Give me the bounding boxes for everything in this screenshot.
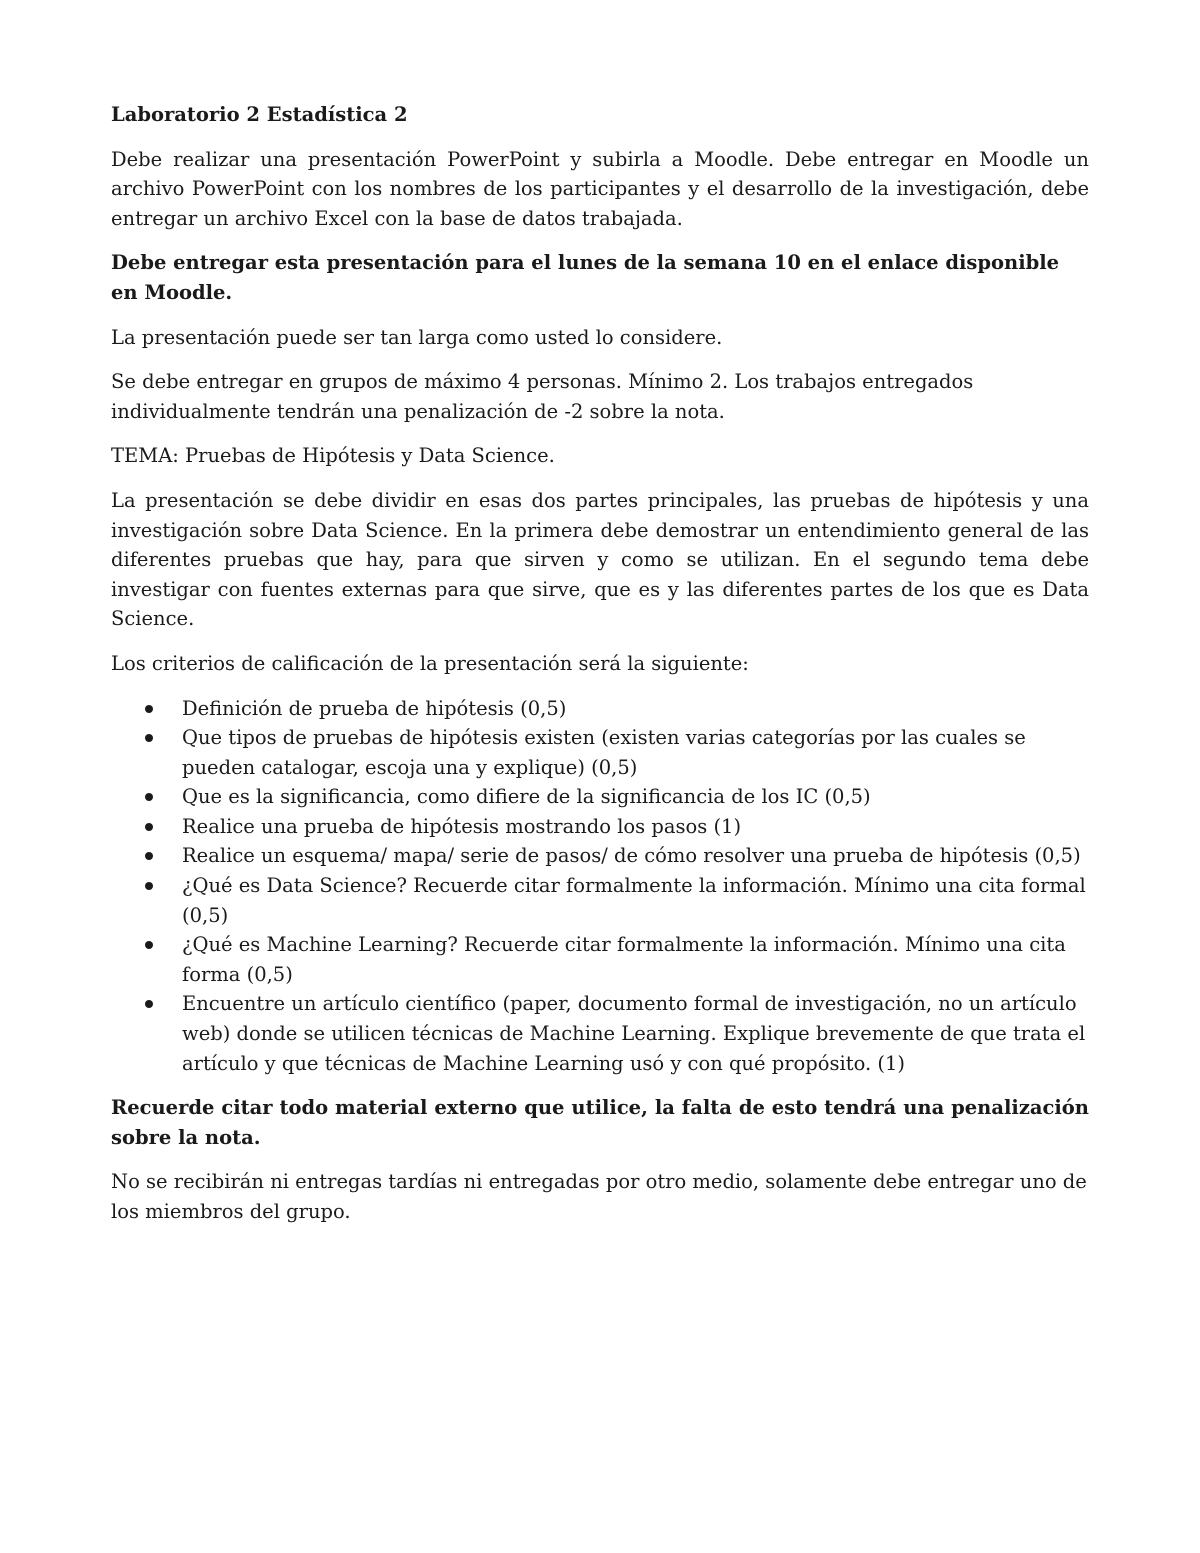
citation-warning: Recuerde citar todo material externo que utilice, la falta de esto tendrá una penalización sobre la nota. [111,1096,1089,1149]
list-item [111,723,1089,782]
bullet-icon [145,734,153,742]
list-item [111,812,1089,842]
list-item [111,930,1089,989]
bullet-icon [145,793,153,801]
list-item [111,989,1089,1078]
topic-paragraph: TEMA: Pruebas de Hipótesis y Data Science. [111,444,555,468]
list-item-text: ¿Qué es Data Science? Recuerde citar formalmente la información. Mínimo una cita formal (0,5) [182,874,1086,927]
bullet-icon [145,823,153,831]
bullet-icon [145,1000,153,1008]
list-item-text: Que es la significancia, como difiere de la significancia de los IC (0,5) [182,785,871,809]
list-item [111,782,1089,812]
description-paragraph: La presentación se debe dividir en esas dos partes principales, las pruebas de hipótesis y una investigación sobre Data Science. En la primera debe demostrar un entendimiento general de las diferentes pruebas que hay, para que sirven y como se utilizan. En el segundo tema debe investigar con fuentes externas para que sirve, que es y las diferentes partes de los que es Data Science. [111,488,1089,631]
closing-paragraph: No se recibirán ni entregas tardías ni entregadas por otro medio, solamente debe entregar uno de los miembros del grupo. [111,1170,1087,1223]
bullet-icon [145,705,153,713]
list-item [111,871,1089,930]
list-item-text: Definición de prueba de hipótesis (0,5) [182,696,567,720]
criteria-intro: Los criterios de calificación de la presentación será la siguiente: [111,651,749,675]
list-item [111,841,1089,871]
intro-paragraph: Debe realizar una presentación PowerPoint y subirla a Moodle. Debe entregar en Moodle un archivo PowerPoint con los nombres de los participantes y el desarrollo de la investigación, debe entregar un archivo Excel con la base de datos trabajada. [111,147,1089,230]
list-item-text: Realice una prueba de hipótesis mostrando los pasos (1) [182,814,742,838]
list-item [111,694,1089,724]
list-item-text: Realice un esquema/ mapa/ serie de pasos/ de cómo resolver una prueba de hipótesis (0,5) [182,844,1081,868]
list-item-text: Que tipos de pruebas de hipótesis existen (existen varias categorías por las cuales se pueden catalogar, escoja una y explique) (0,5) [182,726,1026,779]
document-page [111,100,1089,1242]
bullet-icon [145,941,153,949]
groups-paragraph: Se debe entregar en grupos de máximo 4 personas. Mínimo 2. Los trabajos entregados individualmente tendrán una penalización de -2 sobre la nota. [111,370,974,423]
bullet-icon [145,882,153,890]
list-item-text: Encuentre un artículo científico (paper, documento formal de investigación, no un artículo web) donde se utilicen técnicas de Machine Learning. Explique brevemente de que trata el artículo y que técnicas de Machine Learning usó y con qué propósito. (1) [182,992,1086,1075]
document-title: Laboratorio 2 Estadística 2 [111,103,408,126]
length-paragraph: La presentación puede ser tan larga como usted lo considere. [111,325,723,349]
deadline-paragraph: Debe entregar esta presentación para el lunes de la semana 10 en el enlace disponible en Moodle. [111,251,1060,304]
criteria-list [111,694,1089,1079]
bullet-icon [145,852,153,860]
list-item-text: ¿Qué es Machine Learning? Recuerde citar formalmente la información. Mínimo una cita forma (0,5) [182,933,1066,986]
